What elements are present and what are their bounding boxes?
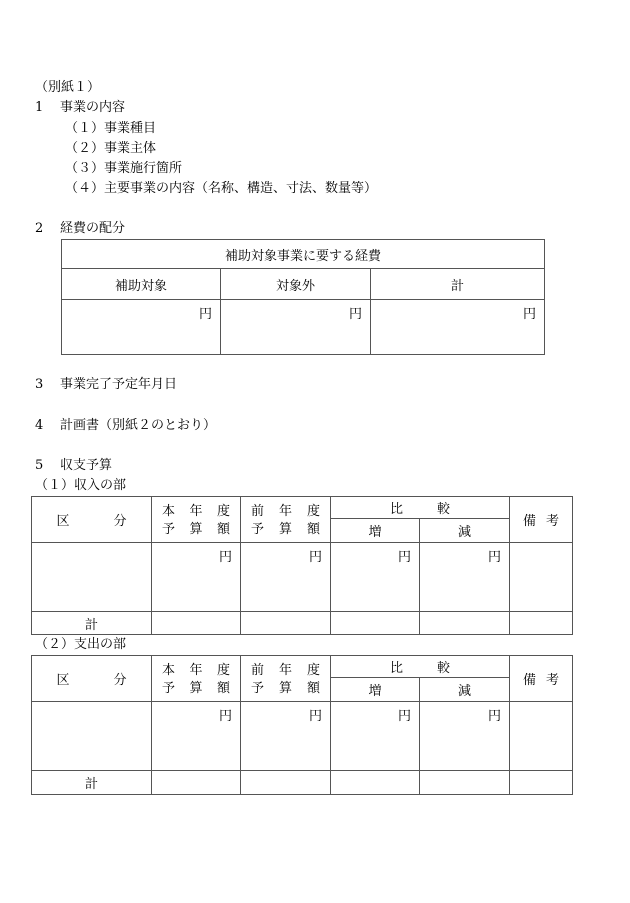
expense-cell-remarks	[510, 702, 573, 771]
allocation-cell-excluded: 円	[221, 300, 371, 355]
allocation-cell-total: 円	[371, 300, 545, 355]
expense-col-remarks: 備 考	[510, 656, 573, 702]
expense-total-label: 計	[32, 771, 152, 795]
income-cell-decrease: 円	[420, 543, 510, 612]
income-total-decrease	[420, 612, 510, 635]
section3-number: 3	[35, 377, 44, 392]
income-col-previous: 前 年 度 予 算 額	[241, 497, 331, 543]
expense-cell-previous: 円	[241, 702, 331, 771]
expense-cell-increase: 円	[331, 702, 420, 771]
income-col-increase: 増	[331, 519, 420, 543]
income-cell-kubun	[32, 543, 152, 612]
income-col-decrease: 減	[420, 519, 510, 543]
section5-number: 5	[35, 458, 44, 473]
income-total-label: 計	[32, 612, 152, 635]
income-table	[31, 496, 573, 635]
expense-col-previous: 前 年 度 予 算 額	[241, 656, 331, 702]
income-col-current: 本 年 度 予 算 額	[152, 497, 241, 543]
expense-col-current: 本 年 度 予 算 額	[152, 656, 241, 702]
section5-title: 収支予算	[60, 458, 113, 473]
expense-total-previous	[241, 771, 331, 795]
expense-cell-current: 円	[152, 702, 241, 771]
income-col-compare: 比 較	[331, 497, 510, 519]
section1-item-2: （２）事業主体	[65, 141, 157, 156]
allocation-col-total: 計	[371, 269, 545, 300]
section2-title: 経費の配分	[60, 221, 126, 236]
expense-total-current	[152, 771, 241, 795]
allocation-header: 補助対象事業に要する経費	[62, 240, 545, 269]
expense-cell-decrease: 円	[420, 702, 510, 771]
section1-item-1: （１）事業種目	[65, 121, 157, 136]
allocation-col-subsidized: 補助対象	[62, 269, 221, 300]
income-col-remarks: 備 考	[510, 497, 573, 543]
expense-col-decrease: 減	[420, 678, 510, 702]
section1-item-3: （３）事業施行箇所	[65, 161, 183, 176]
allocation-col-excluded: 対象外	[221, 269, 371, 300]
section4-number: 4	[35, 418, 44, 433]
section1-title: 事業の内容	[60, 100, 126, 115]
income-cell-increase: 円	[331, 543, 420, 612]
section1-number: 1	[35, 100, 44, 115]
expense-col-compare: 比 較	[331, 656, 510, 678]
section1-item-4: （４）主要事業の内容（名称、構造、寸法、数量等）	[65, 181, 378, 196]
income-total-current	[152, 612, 241, 635]
expense-col-kubun: 区 分	[32, 656, 152, 702]
income-total-remarks	[510, 612, 573, 635]
income-cell-current: 円	[152, 543, 241, 612]
attachment-label: （別紙１）	[35, 80, 101, 95]
income-total-increase	[331, 612, 420, 635]
income-cell-remarks	[510, 543, 573, 612]
expense-allocation-table	[61, 239, 545, 355]
expense-title: （２）支出の部	[35, 637, 127, 652]
allocation-cell-subsidized: 円	[62, 300, 221, 355]
expense-col-increase: 増	[331, 678, 420, 702]
expense-total-decrease	[420, 771, 510, 795]
income-cell-previous: 円	[241, 543, 331, 612]
expense-total-increase	[331, 771, 420, 795]
section2-number: 2	[35, 221, 44, 236]
expense-total-remarks	[510, 771, 573, 795]
expense-cell-kubun	[32, 702, 152, 771]
income-title: （１）収入の部	[35, 478, 127, 493]
income-col-kubun: 区 分	[32, 497, 152, 543]
income-total-previous	[241, 612, 331, 635]
section4-title: 計画書（別紙２のとおり）	[60, 418, 217, 433]
section3-title: 事業完了予定年月日	[60, 377, 178, 392]
expense-table	[31, 655, 573, 795]
